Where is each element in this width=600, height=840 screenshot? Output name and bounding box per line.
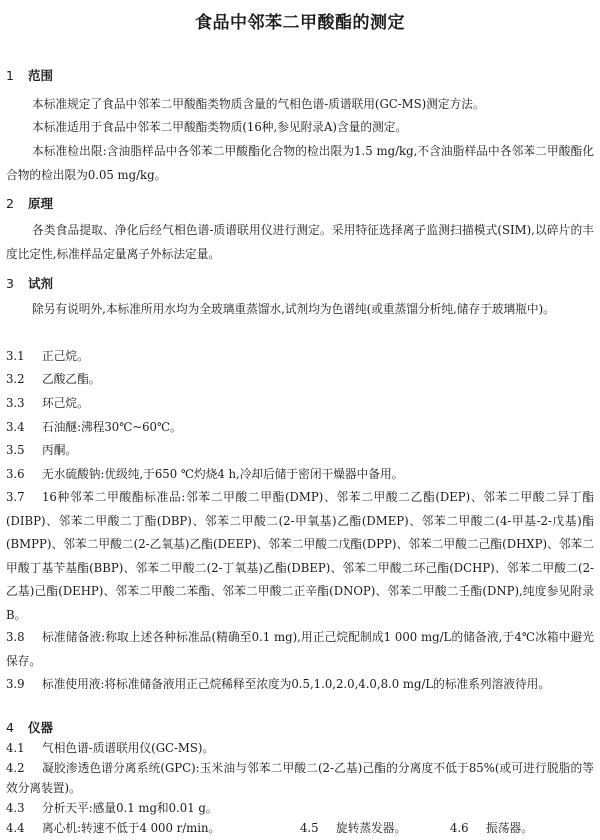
paragraph: 除另有说明外,本标准所用水均为全玻璃重蒸馏水,试剂均为色谱纯(或重蒸馏分析纯,储存于玻璃瓶中)。: [32, 302, 555, 316]
clause-text: 分析天平:感量0.1 mg和0.01 g。: [42, 801, 218, 815]
clause-text: 乙酸乙酯。: [42, 372, 101, 386]
paragraph: 本标准检出限:含油脂样品中各邻苯二甲酸酯化合物的检出限为1.5 mg/kg,不含油脂样品中各邻苯二甲酸酯化合物的检出限为0.05 mg/kg。: [6, 144, 594, 182]
clause-3-3: [6, 392, 594, 416]
clause-number: 3.4: [6, 420, 25, 434]
clause-3-7: [6, 486, 594, 627]
clause-3-2: [6, 368, 594, 392]
clause-text: 离心机:转速不低于4 000 r/min。: [42, 821, 221, 835]
section-number: 1: [6, 68, 14, 83]
clause-3-9: [6, 673, 594, 697]
clause-4-2: [6, 758, 594, 798]
clause-number: 3.1: [6, 349, 25, 363]
clause-text: 标准使用液:将标准储备液用正己烷稀释至浓度为0.5,1.0,2.0,4.0,8.0 mg/L的标准系列溶液待用。: [42, 677, 551, 691]
section-heading-reagents: [6, 274, 53, 292]
paragraph: 本标准适用于食品中邻苯二甲酸酯类物质(16种,参见附录A)含量的测定。: [32, 120, 408, 134]
section-number: 4: [6, 720, 14, 735]
clause-text: 旋转蒸发器。: [336, 821, 407, 835]
clause-number: 4.2: [6, 761, 25, 775]
clause-number: 3.3: [6, 396, 25, 410]
clause-number: 4.1: [6, 741, 25, 755]
clause-4-3: [6, 798, 594, 818]
clause-3-6: [6, 463, 594, 487]
section-heading-principle: [6, 194, 53, 212]
clause-4-4: [6, 818, 296, 838]
clause-text: 凝胶渗透色谱分离系统(GPC):玉米油与邻苯二甲酸二(2-乙基)己酯的分离度不低于85%(或可进行脱脂的等效分离装置)。: [6, 761, 594, 795]
section-title: 仪器: [28, 720, 54, 735]
clause-text: 振荡器。: [486, 821, 533, 835]
clause-3-4: [6, 416, 594, 440]
clause-4-1: [6, 738, 594, 758]
clause-text: 16种邻苯二甲酸酯标准品:邻苯二甲酸二甲酯(DMP)、邻苯二甲酸二乙酯(DEP)、邻苯二甲酸二异丁酯(DIBP)、邻苯二甲酸二丁酯(DBP)、邻苯二甲酸二(2-甲氧基)乙酯(DMEP)、邻苯二甲酸二(4-甲基-2-戊基)酯(BMPP)、邻苯二甲酸二(2-乙氧基)乙酯(DEEP)、邻苯二甲酸二戊酯(DPP)、邻苯二甲酸二己酯(DHXP)、邻苯二甲酸丁基苄基酯(BBP)、邻苯二甲酸二(2-丁氧基)乙酯(DBEP)、邻苯二甲酸二环己酯(DCHP)、邻苯二甲酸二(2-乙基)己酯(DEHP)、邻苯二甲酸二苯酯、邻苯二甲酸二正辛酯(DNOP)、邻苯二甲酸二壬酯(DNP),纯度参见附录B。: [6, 490, 594, 622]
document-title: 食品中邻苯二甲酸酯的测定: [195, 13, 405, 33]
section-number: 2: [6, 196, 14, 211]
clause-number: 4.5: [300, 821, 319, 835]
clause-number: 3.7: [6, 490, 25, 504]
clause-text: 标准储备液:称取上述各种标准品(精确至0.1 mg),用正己烷配制成1 000 mg/L的储备液,于4℃冰箱中避光保存。: [6, 630, 594, 668]
clause-text: 丙酮。: [42, 443, 78, 457]
section-title: 范围: [28, 68, 54, 83]
clause-number: 4.6: [450, 821, 469, 835]
clause-number: 3.5: [6, 443, 25, 457]
clause-3-1: [6, 345, 594, 369]
clause-number: 3.2: [6, 372, 25, 386]
clause-number: 3.6: [6, 467, 25, 481]
clause-text: 正己烷。: [42, 349, 89, 363]
clause-4-6: [450, 818, 600, 838]
section-heading-apparatus: [6, 718, 53, 736]
paragraph: 各类食品提取、净化后经气相色谱-质谱联用仪进行测定。采用特征选择离子监测扫描模式(SIM),以碎片的丰度比定性,标准样品定量离子外标法定量。: [6, 223, 594, 261]
clause-3-5: [6, 439, 594, 463]
section-title: 原理: [28, 196, 54, 211]
clause-number: 4.4: [6, 821, 25, 835]
section-number: 3: [6, 276, 14, 291]
clause-text: 气相色谱-质谱联用仪(GC-MS)。: [42, 741, 215, 755]
section-heading-scope: [6, 66, 53, 84]
clause-text: 无水硫酸钠:优级纯,于650 ℃灼烧4 h,冷却后储于密闭干燥器中备用。: [42, 467, 404, 481]
section-title: 试剂: [28, 276, 54, 291]
clause-number: 3.9: [6, 677, 25, 691]
clause-number: 3.8: [6, 630, 25, 644]
clause-3-8: [6, 626, 594, 673]
clause-text: 环己烷。: [42, 396, 89, 410]
paragraph: 本标准规定了食品中邻苯二甲酸酯类物质含量的气相色谱-质谱联用(GC-MS)测定方法。: [32, 97, 485, 111]
clause-text: 石油醚:沸程30℃~60℃。: [42, 420, 182, 434]
clause-number: 4.3: [6, 801, 25, 815]
